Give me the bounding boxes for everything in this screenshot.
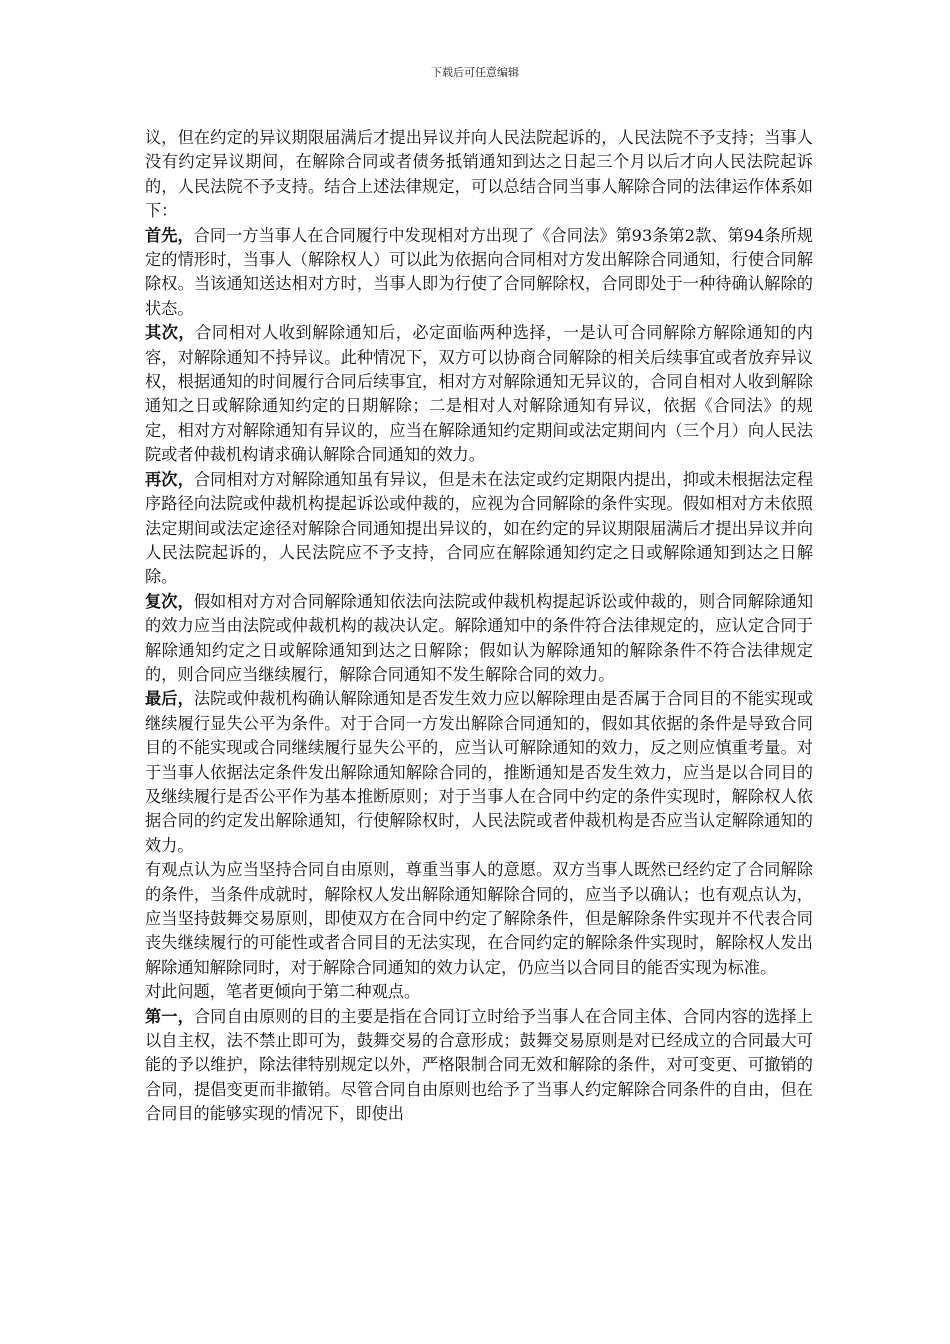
paragraph-text: 合同一方当事人在合同履行中发现相对方出现了《合同法》第93条第2款、第94条所规定的情形时，当事人（解除权人）可以此为依据向合同相对方发出解除合同通知，行使合同解除权。当该通知送达相对方时，当事人即为行使了合同解除权，合同即处于一种待确认解除的状态。 bbox=[145, 225, 813, 318]
paragraph bbox=[145, 980, 813, 1004]
paragraph-text: 对此问题，笔者更倾向于第二种观点。 bbox=[145, 982, 421, 1002]
document-body bbox=[145, 126, 813, 1127]
page-header: 下载后可任意编辑 bbox=[431, 66, 519, 79]
paragraph-text: 法院或仲裁机构确认解除通知是否发生效力应以解除理由是否属于合同目的不能实现或继续履行显失公平为条件。对于合同一方发出解除合同通知的，假如其依据的条件是导致合同目的不能实现或合同继续履行显失公平的，应当认可解除通知的效力，反之则应慎重考量。对于当事人依据法定条件发出解除通知解除合同的，推断通知是否发生效力，应当是以合同目的及继续履行是否公平作为基本推断原则；对于当事人在合同中约定的条件实现时，解除权人依据合同的约定发出解除通知，行使解除权时，人民法院或者仲裁机构是否应当认定解除通知的效力。 bbox=[145, 689, 814, 855]
paragraph bbox=[145, 858, 813, 980]
paragraph bbox=[145, 224, 813, 322]
paragraph-text: 假如相对方对合同解除通知依法向法院或仲裁机构提起诉讼或仲裁的，则合同解除通知的效力应当由法院或仲裁机构的裁决认定。解除通知中的条件符合法律规定的，应认定合同于解除通知约定之日或解除通知到达之日解除；假如认为解除通知的解除条件不符合法律规定的，则合同应当继续履行，解除合同通知不发生解除合同的效力。 bbox=[145, 591, 814, 684]
paragraph bbox=[145, 687, 813, 858]
paragraph bbox=[145, 468, 813, 590]
paragraph bbox=[145, 126, 813, 224]
paragraph-lead: 最后， bbox=[145, 689, 194, 709]
paragraph-lead: 首先， bbox=[145, 225, 194, 245]
paragraph-lead: 其次， bbox=[145, 323, 196, 343]
paragraph-text: 议，但在约定的异议期限届满后才提出异议并向人民法院起诉的，人民法院不予支持；当事人没有约定异议期间，在解除合同或者债务抵销通知到达之日起三个月以后才向人民法院起诉的，人民法院不予支持。结合上述法律规定，可以总结合同当事人解除合同的法律运作体系如下： bbox=[145, 128, 813, 221]
paragraph-lead: 第一， bbox=[145, 1006, 194, 1026]
paragraph-text: 合同自由原则的目的主要是指在合同订立时给予当事人在合同主体、合同内容的选择上以自主权，法不禁止即可为，鼓舞交易的合意形成；鼓舞交易原则是对已经成立的合同最大可能的予以维护，除法律特别规定以外，严格限制合同无效和解除的条件，对可变更、可撤销的合同，提倡变更而非撤销。尽管合同自由原则也给予了当事人约定解除合同条件的自由，但在合同目的能够实现的情况下，即使出 bbox=[145, 1006, 814, 1124]
paragraph bbox=[145, 590, 813, 688]
paragraph-lead: 复次， bbox=[145, 591, 194, 611]
paragraph bbox=[145, 321, 813, 467]
paragraph-text: 合同相对方对解除通知虽有异议，但是未在法定或约定期限内提出，抑或未根据法定程序路径向法院或仲裁机构提起诉讼或仲裁的，应视为合同解除的条件实现。假如相对方未依照法定期间或法定途径对解除合同通知提出异议的，如在约定的异议期限届满后才提出异议并向人民法院起诉的，人民法院应不予支持，合同应在解除通知约定之日或解除通知到达之日解除。 bbox=[145, 469, 814, 587]
paragraph-text: 合同相对人收到解除通知后，必定面临两种选择，一是认可合同解除方解除通知的内容，对解除通知不持异议。此种情况下，双方可以协商合同解除的相关后续事宜或者放弃异议权，根据通知的时间履行合同后续事宜，相对方对解除通知无异议的，合同自相对人收到解除通知之日或解除通知约定的日期解除；二是相对人对解除通知有异议，依据《合同法》的规定，相对方对解除通知有异议的，应当在解除通知约定期间或法定期间内（三个月）向人民法院或者仲裁机构请求确认解除合同通知的效力。 bbox=[145, 323, 813, 465]
paragraph bbox=[145, 1005, 813, 1127]
paragraph-lead: 再次， bbox=[145, 469, 194, 489]
paragraph-text: 有观点认为应当坚持合同自由原则，尊重当事人的意愿。双方当事人既然已经约定了合同解除的条件，当条件成就时，解除权人发出解除通知解除合同的，应当予以确认；也有观点认为，应当坚持鼓舞交易原则，即使双方在合同中约定了解除条件，但是解除条件实现并不代表合同丧失继续履行的可能性或者合同目的无法实现，在合同约定的解除条件实现时，解除权人发出解除通知解除同时，对于解除合同通知的效力认定，仍应当以合同目的能否实现为标准。 bbox=[145, 860, 813, 977]
